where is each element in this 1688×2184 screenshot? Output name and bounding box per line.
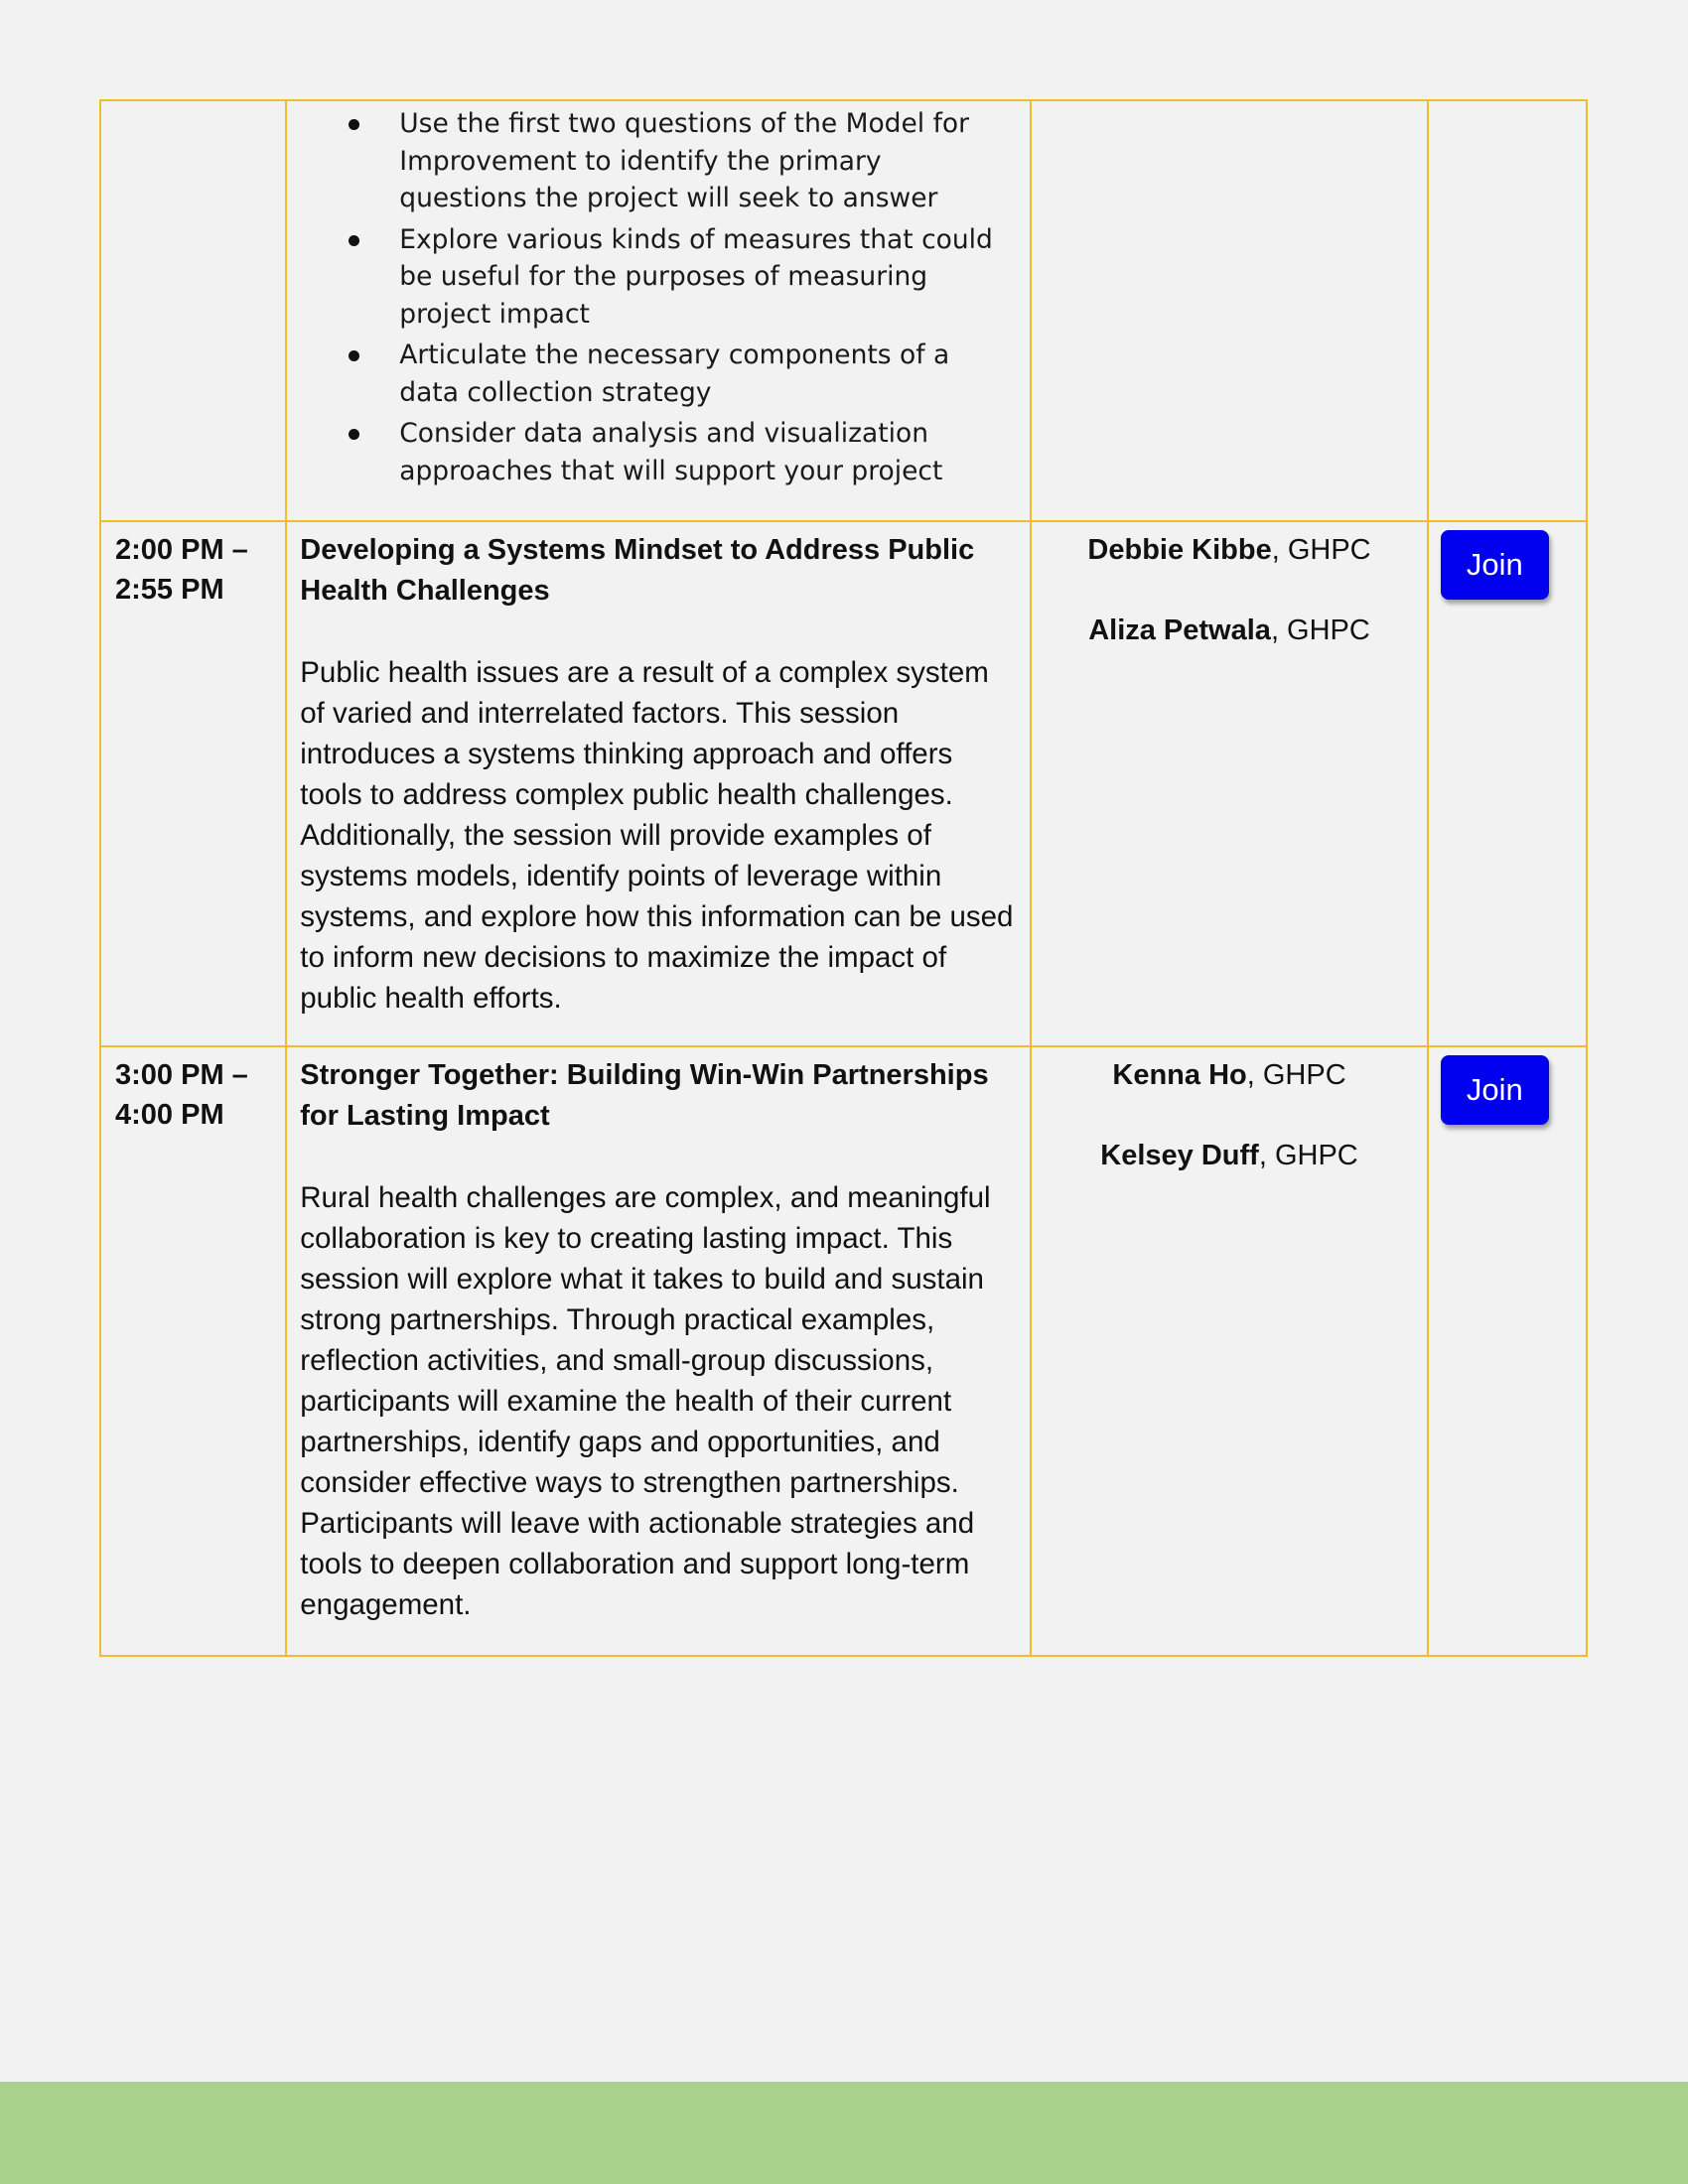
- join-button[interactable]: Join: [1441, 530, 1549, 600]
- session-title: Stronger Together: Building Win-Win Partnerships for Lasting Impact: [300, 1059, 989, 1132]
- presenter-name: Kelsey Duff: [1100, 1140, 1259, 1171]
- objective-text: Explore various kinds of measures that could be useful for the purposes of measuring project impact: [399, 223, 993, 330]
- footer-band: [0, 2082, 1688, 2184]
- session-title: Developing a Systems Mindset to Address Public Health Challenges: [300, 534, 975, 607]
- presenter-org: , GHPC: [1271, 534, 1371, 566]
- join-button[interactable]: Join: [1441, 1055, 1549, 1125]
- presenter-name: Aliza Petwala: [1088, 614, 1271, 646]
- objective-item: [287, 337, 1030, 411]
- presenters-cell: [1031, 1046, 1428, 1656]
- session-description-cell: [286, 1046, 1031, 1656]
- objective-item: [287, 105, 1030, 217]
- objective-text: Articulate the necessary components of a data collection strategy: [399, 340, 950, 408]
- time-cell: [100, 100, 286, 521]
- join-cell: [1428, 100, 1587, 521]
- session-time: [100, 521, 286, 1046]
- presenter-org: , GHPC: [1270, 614, 1370, 646]
- session-time-end: 2:55 PM: [115, 574, 224, 606]
- bullet-icon: [349, 235, 359, 246]
- presenter: [1032, 530, 1427, 570]
- session-time-start: 3:00 PM –: [115, 1059, 248, 1091]
- session-description: Rural health challenges are complex, and meaningful collaboration is key to creating lasting impact. This session will explore what it takes to build and sustain strong partnerships. Through practical examples, reflection activities, and small-group discussions, participants will examine the health of their current partnerships, identify gaps and opportunities, and consider effective ways to strengthen partnerships. Participants will leave with actionable strategies and tools to deepen collaboration and support long-term engagement.: [300, 1181, 991, 1621]
- table-row-session-1: [100, 521, 1587, 1046]
- session-description-cell: [286, 521, 1031, 1046]
- presenters-cell: [1031, 100, 1428, 521]
- presenter: [1032, 611, 1427, 650]
- objective-text: Consider data analysis and visualization approaches that will support your project: [399, 418, 943, 486]
- session-time-end: 4:00 PM: [115, 1099, 224, 1131]
- objectives-cell: [286, 100, 1031, 521]
- presenter: [1032, 1055, 1427, 1095]
- table-row-objectives: [100, 100, 1587, 521]
- join-cell: [1428, 1046, 1587, 1656]
- presenter-org: , GHPC: [1258, 1140, 1358, 1171]
- bullet-icon: [349, 429, 359, 440]
- objectives-list: [287, 101, 1030, 489]
- bullet-icon: [349, 350, 359, 361]
- presenters-cell: [1031, 521, 1428, 1046]
- presenter-name: Debbie Kibbe: [1087, 534, 1272, 566]
- objective-text: Use the first two questions of the Model for Improvement to identify the primary questions the project will seek to answer: [399, 108, 970, 213]
- objective-item: [287, 415, 1030, 489]
- table-row-session-2: [100, 1046, 1587, 1656]
- bullet-icon: [349, 119, 359, 130]
- session-description: Public health issues are a result of a complex system of varied and interrelated factors. This session introduces a systems thinking approach and offers tools to address complex public health challenges. Additionally, the session will provide examples of systems models, identify points of leverage within systems, and explore how this information can be used to inform new decisions to maximize the impact of public health efforts.: [300, 656, 1014, 1015]
- join-cell: [1428, 521, 1587, 1046]
- agenda-table: [99, 99, 1588, 1657]
- presenter: [1032, 1136, 1427, 1175]
- presenter-org: , GHPC: [1246, 1059, 1346, 1091]
- presenter-name: Kenna Ho: [1112, 1059, 1247, 1091]
- session-time-start: 2:00 PM –: [115, 534, 248, 566]
- session-time: [100, 1046, 286, 1656]
- objective-item: [287, 221, 1030, 334]
